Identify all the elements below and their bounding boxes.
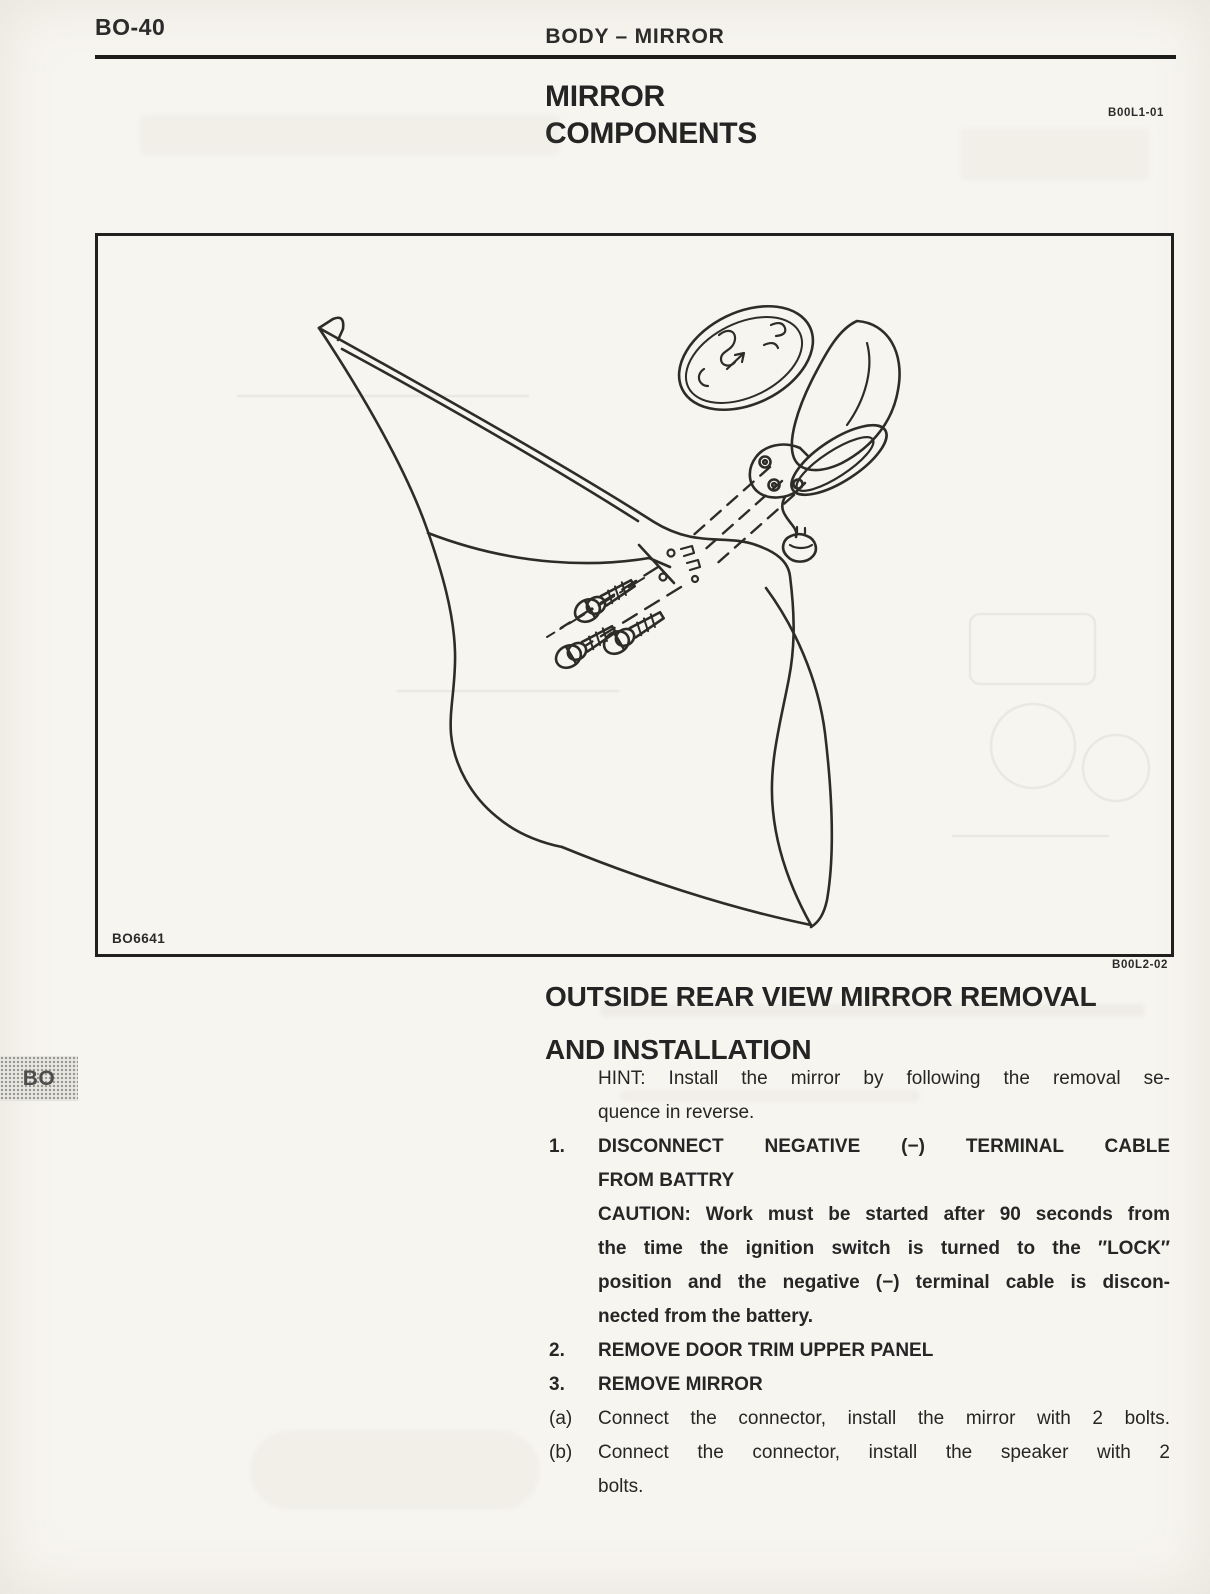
substep-letter: (a) <box>549 1408 573 1429</box>
door-outline <box>319 318 832 927</box>
bleed-through-smudge <box>960 128 1150 180</box>
section-thumb-tab-label: BO <box>22 1066 56 1090</box>
caution-paragraph <box>598 1198 1170 1334</box>
step-number: 3. <box>549 1374 565 1395</box>
substep-item-b <box>549 1436 1170 1504</box>
caution-line: the time the ignition switch is turned to the ″LOCK″ <box>598 1238 1170 1259</box>
components-heading-line1: MIRROR <box>545 80 665 113</box>
step-item-1 <box>549 1130 1170 1198</box>
bleed-through-smudge <box>140 115 560 155</box>
step-text: REMOVE DOOR TRIM UPPER PANEL <box>598 1340 934 1361</box>
page-number: BO-40 <box>95 14 166 40</box>
removal-heading-line1: OUTSIDE REAR VIEW MIRROR REMOVAL <box>545 981 1097 1012</box>
mounting-bolt <box>600 606 667 658</box>
caution-line: position and the negative (−) terminal cable is discon- <box>598 1272 1170 1293</box>
step-item-2 <box>549 1334 1170 1368</box>
substep-item-a <box>549 1402 1170 1436</box>
substep-text: Connect the connector, install the mirror with 2 bolts. <box>598 1408 1170 1429</box>
figure-code: BO6641 <box>112 931 166 946</box>
step-number: 1. <box>549 1136 565 1157</box>
bleed-through-marks <box>238 396 1149 836</box>
caution-line: CAUTION: Work must be started after 90 seconds from <box>598 1204 1170 1225</box>
removal-heading <box>545 970 1185 1076</box>
procedure-section <box>549 1062 1170 1504</box>
bleed-through-smudge <box>250 1430 540 1510</box>
section-thumb-tab <box>0 1056 78 1101</box>
substep-text: Connect the connector, install the speaker with 2 bolts. <box>598 1442 1170 1497</box>
header-rule <box>95 55 1176 59</box>
wire-connector <box>782 497 816 562</box>
hint-line: quence in reverse. <box>598 1102 755 1123</box>
section-title: BODY – MIRROR <box>545 25 725 48</box>
substep-letter: (b) <box>549 1442 573 1463</box>
step-text: DISCONNECT NEGATIVE (−) TERMINAL CABLE FROM BATTRY <box>598 1136 1170 1191</box>
hint-line: HINT: Install the mirror by following the removal se- <box>598 1068 1170 1089</box>
step-item-3 <box>549 1368 1170 1402</box>
caution-line: nected from the battery. <box>598 1306 814 1327</box>
article-code: B00L1-01 <box>1108 107 1164 119</box>
bleed-through-smudge <box>600 1004 1145 1017</box>
step-text: REMOVE MIRROR <box>598 1374 763 1395</box>
figure-frame <box>95 233 1174 957</box>
bleed-through-smudge <box>620 1090 920 1102</box>
removal-heading-line2: AND INSTALLATION <box>545 1034 812 1065</box>
window-lines <box>342 349 674 583</box>
door-mirror-diagram <box>98 236 1171 954</box>
mirror-base-bracket <box>750 445 808 498</box>
mirror-garnish-oval <box>662 286 830 431</box>
article-code: B00L2-02 <box>1112 959 1168 971</box>
step-number: 2. <box>549 1340 565 1361</box>
components-heading-line2: COMPONENTS <box>545 117 758 150</box>
